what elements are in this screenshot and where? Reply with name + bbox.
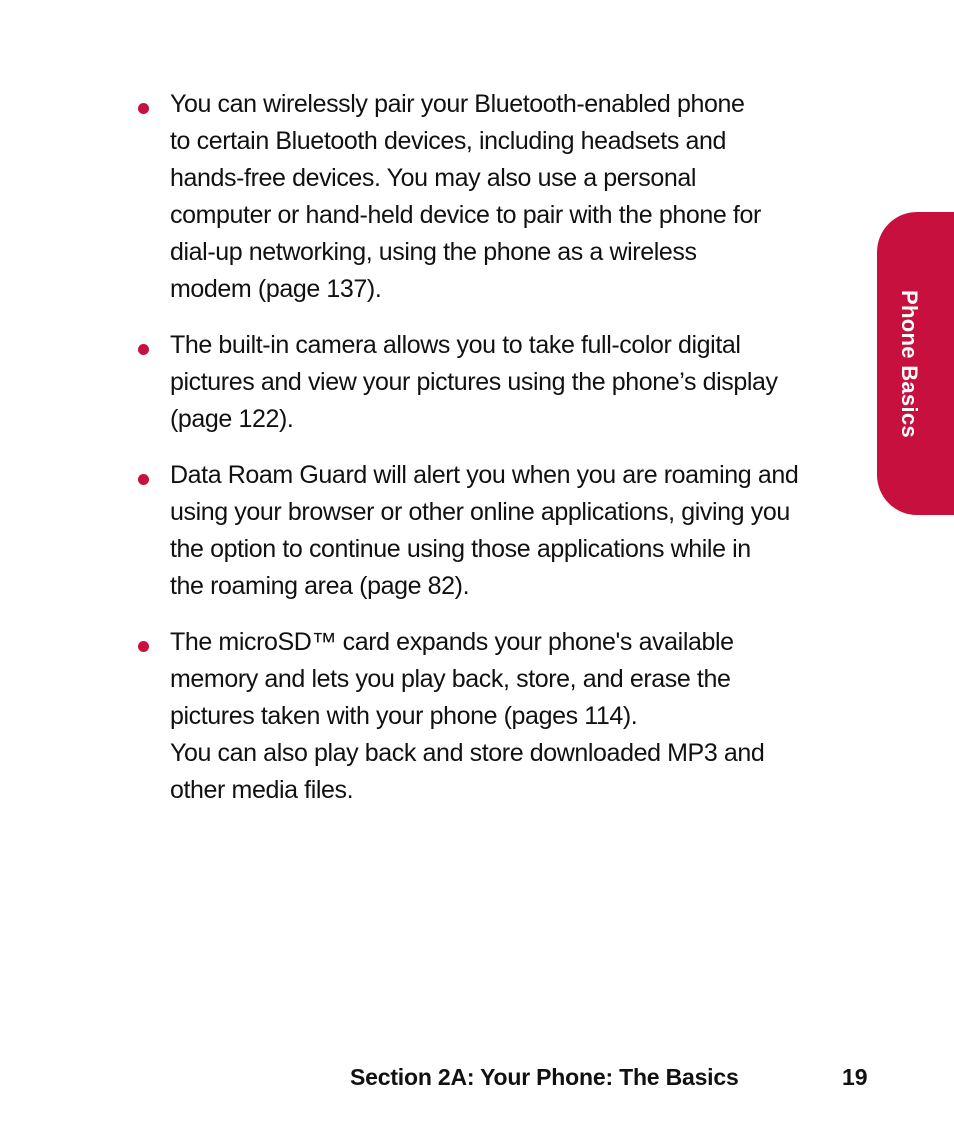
bullet-text-line: You can wirelessly pair your Bluetooth-enabled phone [170,90,745,118]
bullet-text-line: dial-up networking, using the phone as a wireless [170,238,697,266]
footer-section-title: Section 2A: Your Phone: The Basics [350,1064,739,1090]
bullet-text-line: The microSD™ card expands your phone's available [170,628,734,656]
bullet-text-line: the option to continue using those applications while in [170,535,751,563]
bullet-text-line: (page 122). [170,405,294,433]
bullet-item-bluetooth [138,86,858,308]
bullet-item-camera [138,327,858,438]
bullet-dot-icon [138,103,149,114]
bullet-text-line: hands-free devices. You may also use a personal [170,164,696,192]
bullet-text-line: pictures taken with your phone (pages 114). [170,702,638,730]
bullet-text-line: using your browser or other online applications, giving you [170,498,790,526]
section-side-tab [877,212,954,515]
bullet-dot-icon [138,474,149,485]
bullet-dot-icon [138,641,149,652]
bullet-text-line: Data Roam Guard will alert you when you are roaming and [170,461,799,489]
bullet-item-data-roam-guard [138,457,858,605]
side-tab-label: Phone Basics [897,289,922,438]
bullet-text-line: The built-in camera allows you to take full-color digital [170,331,741,359]
bullet-text-line: computer or hand-held device to pair with the phone for [170,201,761,229]
bullet-text-line: modem (page 137). [170,275,382,303]
footer-page-number: 19 [842,1064,868,1090]
bullet-text-line: the roaming area (page 82). [170,572,470,600]
bullet-text-line: memory and lets you play back, store, and erase the [170,665,731,693]
bullet-text-line: pictures and view your pictures using the phone’s display [170,368,778,396]
bullet-text-line: You can also play back and store downloaded MP3 and [170,739,765,767]
bullet-item-microsd [138,624,858,809]
feature-bullet-list [138,86,858,828]
bullet-dot-icon [138,344,149,355]
bullet-text-line: to certain Bluetooth devices, including headsets and [170,127,726,155]
bullet-text-line: other media files. [170,776,354,804]
